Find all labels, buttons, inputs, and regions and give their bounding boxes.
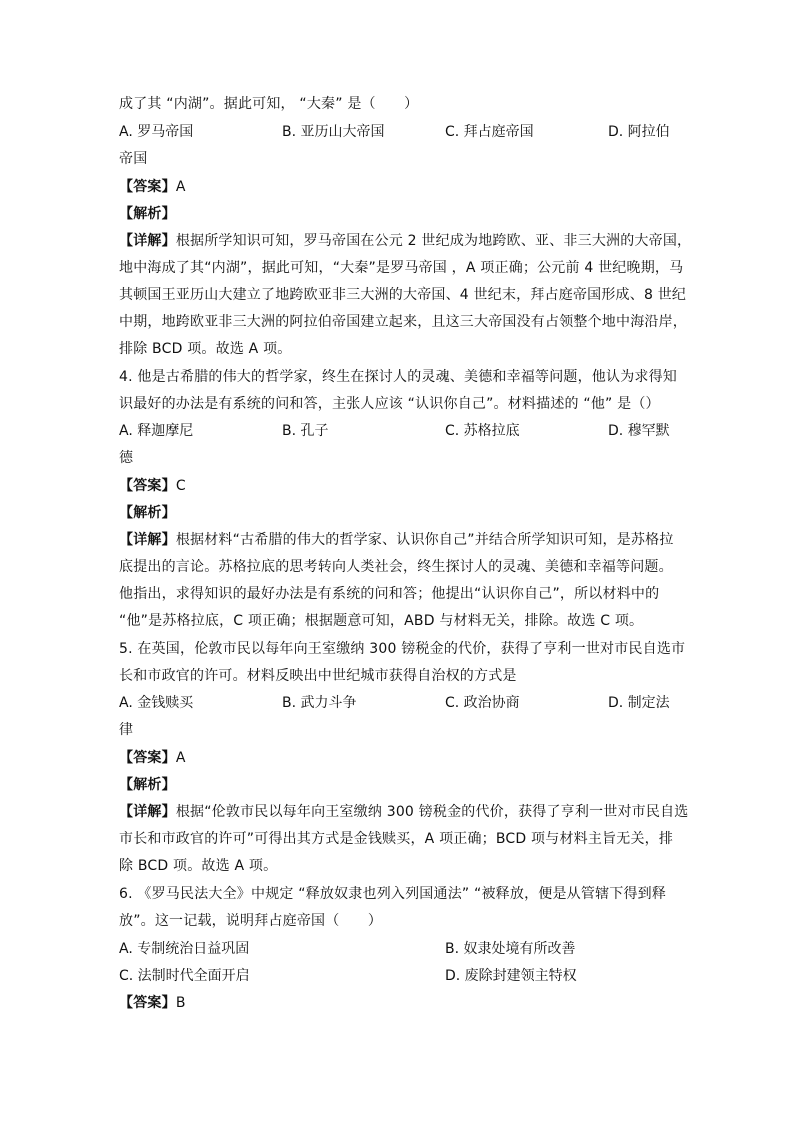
- q4-detail-line: 他指出，求得知识的最好办法是有系统的问和答；他提出“认识你自己”，所以材料中的: [119, 586, 660, 602]
- q3-option-d-wrap: 帝国: [119, 151, 148, 167]
- q6-option-d: D. 废除封建领主特权: [445, 968, 577, 984]
- q3-detail-line: 地中海成了其“内湖”，据此可知，“大秦”是罗马帝国 ，A 项正确；公元前 4 世纪晚期，马: [119, 260, 684, 276]
- q5-answer: A: [175, 750, 186, 766]
- q3-option-a: A. 罗马帝国: [119, 124, 194, 140]
- q5-answer-line: [119, 748, 186, 768]
- q3-stem-tail: 成了其 “内湖”。据此可知， “大秦” 是（ ）: [119, 96, 419, 112]
- q4-answer-line: [119, 476, 186, 496]
- q3-option-c: C. 拜占庭帝国: [445, 124, 534, 140]
- q4-option-b: B. 孔子: [282, 423, 329, 439]
- q4-detail-line: 【详解】根据材料“古希腊的伟大的哲学家、认识你自己”并结合所学知识可知，是苏格拉: [119, 532, 674, 548]
- q4-option-d-wrap: 德: [119, 450, 134, 466]
- q4-analysis-label: 【解析】: [119, 505, 176, 521]
- q3-detail-line: 中期，地跨欧亚非三大洲的阿拉伯帝国建立起来，且这三大帝国没有占领整个地中海沿岸，: [119, 314, 687, 330]
- q6-answer: B: [175, 995, 186, 1011]
- q4-answer: C: [175, 478, 186, 494]
- q5-option-a: A. 金钱赎买: [119, 695, 194, 711]
- q3-answer: A: [175, 179, 186, 195]
- q3-detail-line: 排除 BCD 项。故选 A 项。: [119, 341, 292, 357]
- q6-option-c: C. 法制时代全面开启: [119, 968, 250, 984]
- q3-detail-line: 其顿国王亚历山大建立了地跨欧亚非三大洲的大帝国、4 世纪末，拜占庭帝国形成、8 世纪: [119, 287, 687, 303]
- q3-analysis-label: 【解析】: [119, 206, 176, 222]
- q5-detail-line: 除 BCD 项。故选 A 项。: [119, 858, 278, 874]
- q4-option-c: C. 苏格拉底: [445, 423, 520, 439]
- q5-stem-line: 5. 在英国，伦敦市民以每年向王室缴纳 300 镑税金的代价，获得了亨利一世对市民自选市: [119, 641, 686, 657]
- q4-detail-line: 底提出的言论。苏格拉底的思考转向人类社会，终生探讨人的灵魂、美德和幸福等问题。: [119, 559, 673, 575]
- q5-detail-line: 市长和市政官的许可”可得出其方式是金钱赎买，A 项正确；BCD 项与材料主旨无关，排: [119, 831, 674, 847]
- q5-option-d: D. 制定法: [608, 695, 670, 711]
- q4-option-d: D. 穆罕默: [608, 423, 670, 439]
- q4-stem-line: 识最好的办法是有系统的问和答，主张人应该 “认识你自己”。材料描述的 “他” 是（）: [119, 396, 660, 412]
- q6-option-b: B. 奴隶处境有所改善: [445, 941, 576, 957]
- answer-label: 【答案】: [119, 179, 176, 195]
- q5-stem-line: 长和市政官的许可。材料反映出中世纪城市获得自治权的方式是: [119, 668, 517, 684]
- q5-option-d-wrap: 律: [119, 722, 134, 738]
- detail-label: 【详解】: [119, 804, 176, 820]
- q5-option-b: B. 武力斗争: [282, 695, 357, 711]
- q4-stem-line: 4. 他是古希腊的伟大的哲学家，终生在探讨人的灵魂、美德和幸福等问题，他认为求得知: [119, 369, 678, 385]
- answer-label: 【答案】: [119, 750, 176, 766]
- q5-detail-line: 【详解】根据“伦敦市民以每年向王室缴纳 300 镑税金的代价，获得了亨利一世对市民自选: [119, 804, 689, 820]
- answer-label: 【答案】: [119, 478, 176, 494]
- q6-stem-line: 放”。这一记载，说明拜占庭帝国（ ）: [119, 913, 383, 929]
- detail-label: 【详解】: [119, 233, 176, 249]
- detail-label: 【详解】: [119, 532, 176, 548]
- q3-option-d: D. 阿拉伯: [608, 124, 670, 140]
- answer-label: 【答案】: [119, 995, 176, 1011]
- q6-answer-line: [119, 993, 186, 1013]
- q3-detail-line: 【详解】根据所学知识可知，罗马帝国在公元 2 世纪成为地跨欧、亚、非三大洲的大帝国，: [119, 233, 692, 249]
- q6-stem-line: 6. 《罗马民法大全》中规定 “释放奴隶也列入列国通法” “被释放，便是从管辖下得到释: [119, 886, 667, 902]
- q6-option-a: A. 专制统治日益巩固: [119, 941, 250, 957]
- q3-answer-line: [119, 177, 186, 197]
- q5-analysis-label: 【解析】: [119, 777, 176, 793]
- q4-option-a: A. 释迦摩尼: [119, 423, 194, 439]
- q5-option-c: C. 政治协商: [445, 695, 520, 711]
- q3-option-b: B. 亚历山大帝国: [282, 124, 385, 140]
- q4-detail-line: “他”是苏格拉底，C 项正确；根据题意可知，ABD 与材料无关，排除。故选 C 项。: [119, 613, 644, 629]
